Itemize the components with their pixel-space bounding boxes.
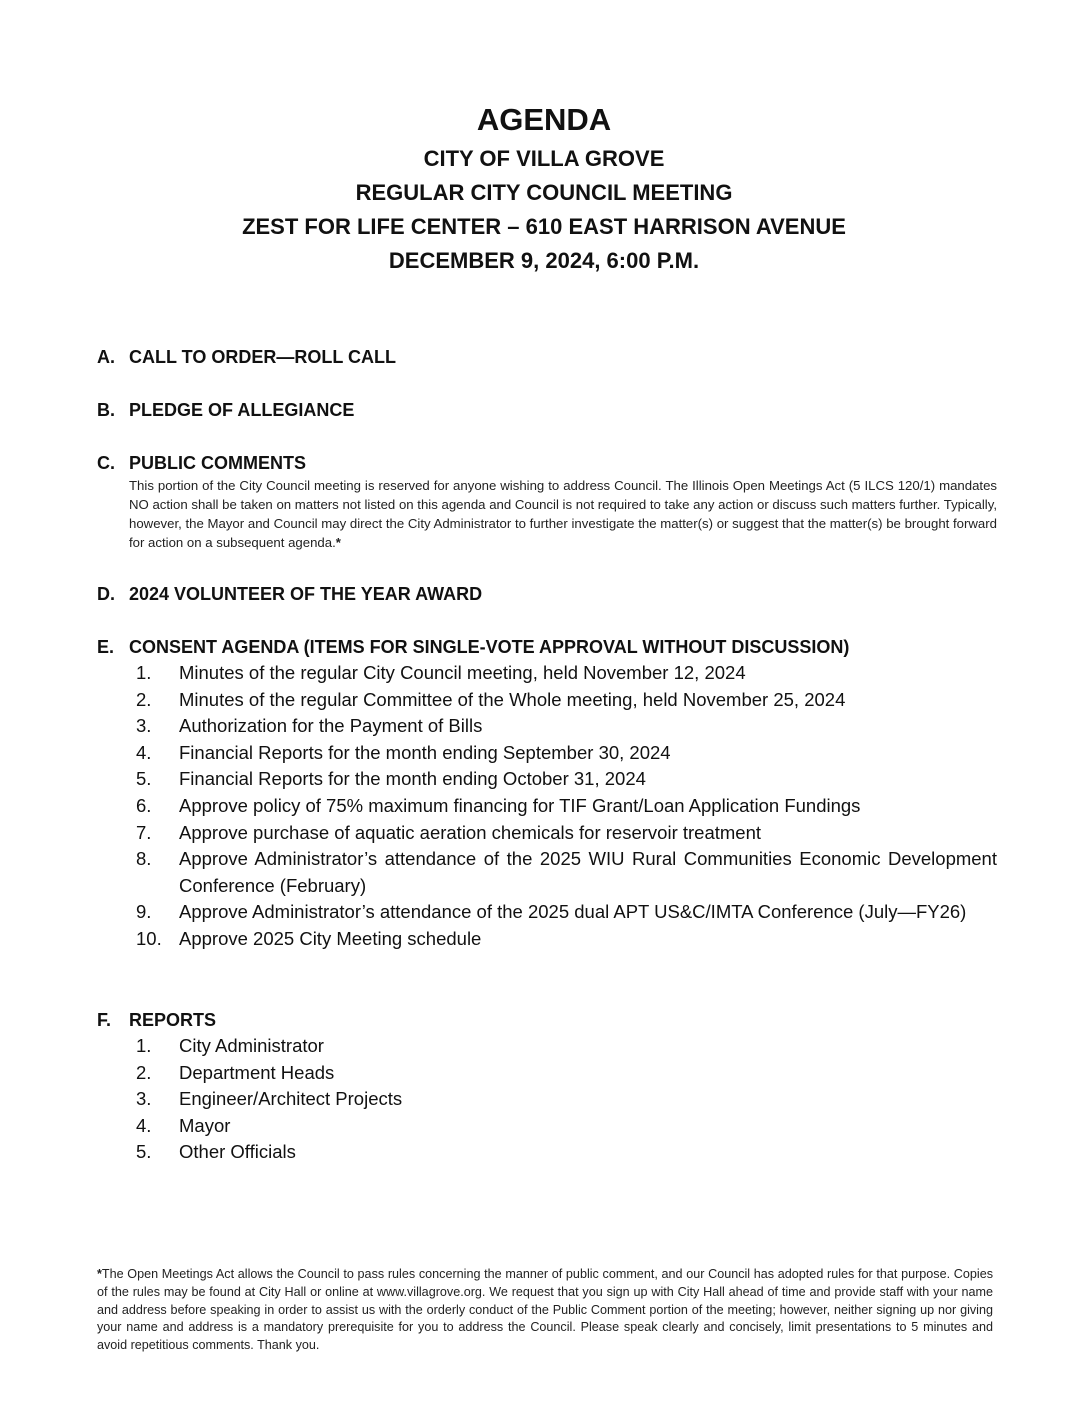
list-item	[97, 793, 997, 820]
section-letter: F.	[97, 1010, 112, 1030]
item-number: 7.	[136, 821, 152, 843]
item-number: 9.	[136, 901, 152, 923]
item-number: 3.	[136, 715, 152, 737]
item-number: 2.	[136, 1061, 152, 1083]
item-number: 4.	[136, 741, 152, 763]
meeting-location: ZEST FOR LIFE CENTER – 610 EAST HARRISON AVENUE	[242, 214, 846, 239]
section-c	[97, 450, 997, 552]
item-text: Mayor	[179, 1114, 231, 1136]
list-item	[97, 1113, 997, 1140]
city-name: CITY OF VILLA GROVE	[423, 146, 665, 171]
item-number: 5.	[136, 768, 152, 790]
item-number: 6.	[136, 794, 152, 816]
section-letter: C.	[97, 453, 115, 473]
item-number: 8.	[136, 848, 152, 870]
list-item	[97, 687, 997, 714]
item-text: Financial Reports for the month ending October 31, 2024	[179, 768, 646, 790]
item-text: Other Officials	[179, 1141, 296, 1163]
list-item	[97, 766, 997, 793]
item-text: Department Heads	[179, 1061, 335, 1083]
list-item	[97, 846, 997, 899]
agenda-title: AGENDA	[476, 102, 612, 137]
section-letter: E.	[97, 637, 115, 657]
list-item	[97, 1033, 997, 1060]
item-text: Approve 2025 City Meeting schedule	[179, 927, 482, 949]
agenda-header	[0, 98, 1088, 278]
meeting-type: REGULAR CITY COUNCIL MEETING	[355, 180, 733, 205]
list-item	[97, 1086, 997, 1113]
item-text: Financial Reports for the month ending September 30, 2024	[179, 741, 671, 763]
list-item	[97, 1139, 997, 1166]
item-number: 5.	[136, 1141, 152, 1163]
footnote-asterisk: *	[97, 1267, 102, 1281]
section-b	[97, 397, 997, 423]
section-d	[97, 581, 997, 607]
item-number: 4.	[136, 1114, 152, 1136]
section-title: REPORTS	[129, 1010, 217, 1030]
footnote	[97, 1266, 993, 1355]
section-title: CALL TO ORDER—ROLL CALL	[129, 347, 396, 367]
item-text: Approve purchase of aquatic aeration chemicals for reservoir treatment	[179, 821, 762, 843]
section-a	[97, 344, 997, 370]
item-text: Approve policy of 75% maximum financing for TIF Grant/Loan Application Fundings	[179, 794, 861, 816]
item-number: 1.	[136, 662, 152, 683]
section-title: CONSENT AGENDA (ITEMS FOR SINGLE-VOTE APPROVAL WITHOUT DISCUSSION)	[129, 637, 850, 657]
reports-list	[97, 1033, 997, 1166]
item-number: 3.	[136, 1088, 152, 1110]
section-letter: D.	[97, 584, 115, 604]
item-number: 1.	[136, 1035, 152, 1056]
section-letter: A.	[97, 347, 115, 367]
list-item	[97, 660, 997, 687]
item-text: Engineer/Architect Projects	[179, 1088, 403, 1110]
description-text: This portion of the City Council meeting is reserved for anyone wishing to address Council. The Illinois Open Meetings Act (5 ILCS 120/1) mandates NO action shall be taken on matters not listed on this agenda and Council is not required to take any action or discuss such matters further. Typically, however, the Mayor and Council may direct the City Administrator to further investigate the matter(s) or suggest that the matter(s) be brought forward for action on a subsequent agenda.	[129, 478, 997, 550]
list-item	[97, 820, 997, 847]
meeting-date: DECEMBER 9, 2024, 6:00 P.M.	[388, 248, 700, 273]
item-text: City Administrator	[179, 1035, 324, 1056]
section-title: PUBLIC COMMENTS	[129, 453, 306, 473]
item-text: Approve Administrator’s attendance of the 2025 WIU Rural Communities Economic Development Conference (February)	[179, 848, 997, 896]
public-comments-description	[129, 476, 997, 552]
list-item	[97, 1060, 997, 1087]
item-text: Minutes of the regular Committee of the Whole meeting, held November 25, 2024	[179, 688, 846, 710]
item-text: Approve Administrator’s attendance of the 2025 dual APT US&C/IMTA Conference (July—FY26)	[179, 901, 967, 923]
section-letter: B.	[97, 400, 115, 420]
item-text: Minutes of the regular City Council meeting, held November 12, 2024	[179, 662, 746, 683]
list-item	[97, 713, 997, 740]
footnote-marker: *	[335, 535, 341, 550]
list-item	[97, 926, 997, 953]
section-e	[97, 634, 997, 953]
consent-agenda-list	[97, 660, 997, 953]
section-f	[97, 1007, 997, 1166]
footnote-text: The Open Meetings Act allows the Council to pass rules concerning the manner of public comment, and our Council has adopted rules for that purpose. Copies of the rules may be found at City Hall or online at www.villagrove.org. We request that you sign up with City Hall ahead of time and provide staff with your name and address before speaking in order to assist us with the orderly conduct of the Public Comment portion of the meeting; however, neither signing up nor giving your name and address is a mandatory prerequisite for you to address the Council. Please speak clearly and concisely, limit presentations to 5 minutes and avoid repetitious comments. Thank you.	[97, 1267, 993, 1353]
item-text: Authorization for the Payment of Bills	[179, 715, 483, 737]
section-title: 2024 VOLUNTEER OF THE YEAR AWARD	[129, 584, 483, 604]
list-item	[97, 740, 997, 767]
section-title: PLEDGE OF ALLEGIANCE	[129, 400, 355, 420]
item-number: 2.	[136, 688, 152, 710]
item-number: 10.	[136, 927, 162, 949]
list-item	[97, 899, 997, 926]
